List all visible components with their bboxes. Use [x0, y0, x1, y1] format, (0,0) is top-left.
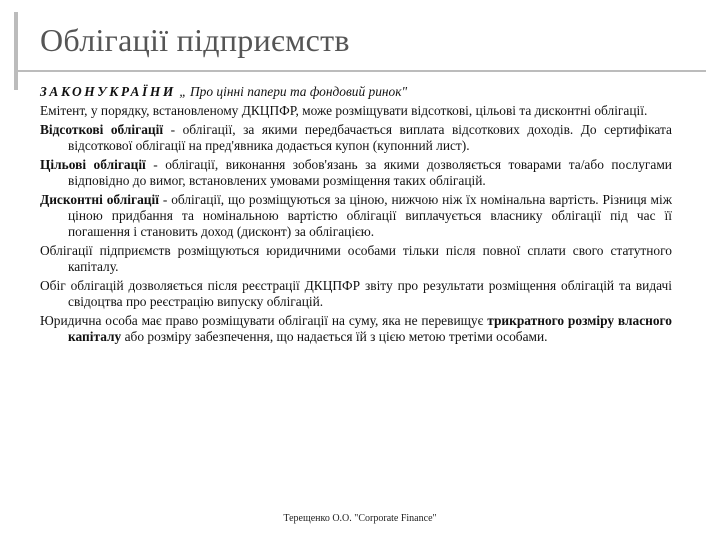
law-reference: [40, 84, 672, 100]
limit-text-after: або розміру забезпечення, що надається їй з цією метою третіми особами.: [121, 329, 548, 344]
definition-interest-bonds: - облігації, за якими передбачається виплата відсоткових доходів. До сертифіката відсоткової облігації на пред'явника додається купон (купонний лист).: [68, 122, 672, 153]
law-subject: „ Про цінні папери та фондовий ринок": [179, 84, 408, 99]
limit-bold-phrase: трикратного розміру власного капіталу: [68, 313, 672, 344]
limit-text-before: Юридична особа має право розміщувати облігації на суму, яка не перевищує: [40, 313, 488, 328]
title-underline: [14, 70, 706, 72]
paragraph-interest-bonds: [40, 122, 672, 154]
slide-title: Облігації підприємств: [40, 22, 350, 58]
slide-body: [40, 84, 672, 348]
paragraph-target-bonds: [40, 157, 672, 189]
paragraph-limit: [40, 313, 672, 345]
paragraph-issuer: Емітент, у порядку, встановленому ДКЦПФР, може розміщувати відсоткові, цільові та дисконтні облігації.: [40, 103, 648, 118]
left-accent-bar: [14, 12, 18, 90]
paragraph-circulation: Обіг облігацій дозволяється після реєстрації ДКЦПФР звіту про результати розміщення облігацій та видачі свідоцтва про реєстрацію випуску облігацій.: [40, 278, 672, 309]
term-target-bonds: Цільові облігації: [40, 157, 146, 172]
term-interest-bonds: Відсоткові облігації: [40, 122, 164, 137]
law-name: ЗАКОНУКРАЇНИ: [40, 84, 176, 99]
footer-credit: Терещенко О.О. "Corporate Finance": [283, 513, 437, 524]
definition-target-bonds: - облігації, виконання зобов'язань за якими дозволяється товарами та/або послугами відповідно до вимог, встановлених умовами розміщення таких облігацій.: [68, 157, 672, 188]
definition-discount-bonds: - облігації, що розміщуються за ціною, нижчою ніж їх номінальна вартість. Різниця між ціною придбання та номінальною вартістю облігації виплачується власнику облігації під час її погашення і становить доход (дисконт) за облігацією.: [68, 192, 672, 239]
paragraph-placement: Облігації підприємств розміщуються юридичними особами тільки після повної сплати свого статутного капіталу.: [40, 243, 672, 274]
paragraph-discount-bonds: [40, 192, 672, 240]
term-discount-bonds: Дисконтні облігації: [40, 192, 159, 207]
